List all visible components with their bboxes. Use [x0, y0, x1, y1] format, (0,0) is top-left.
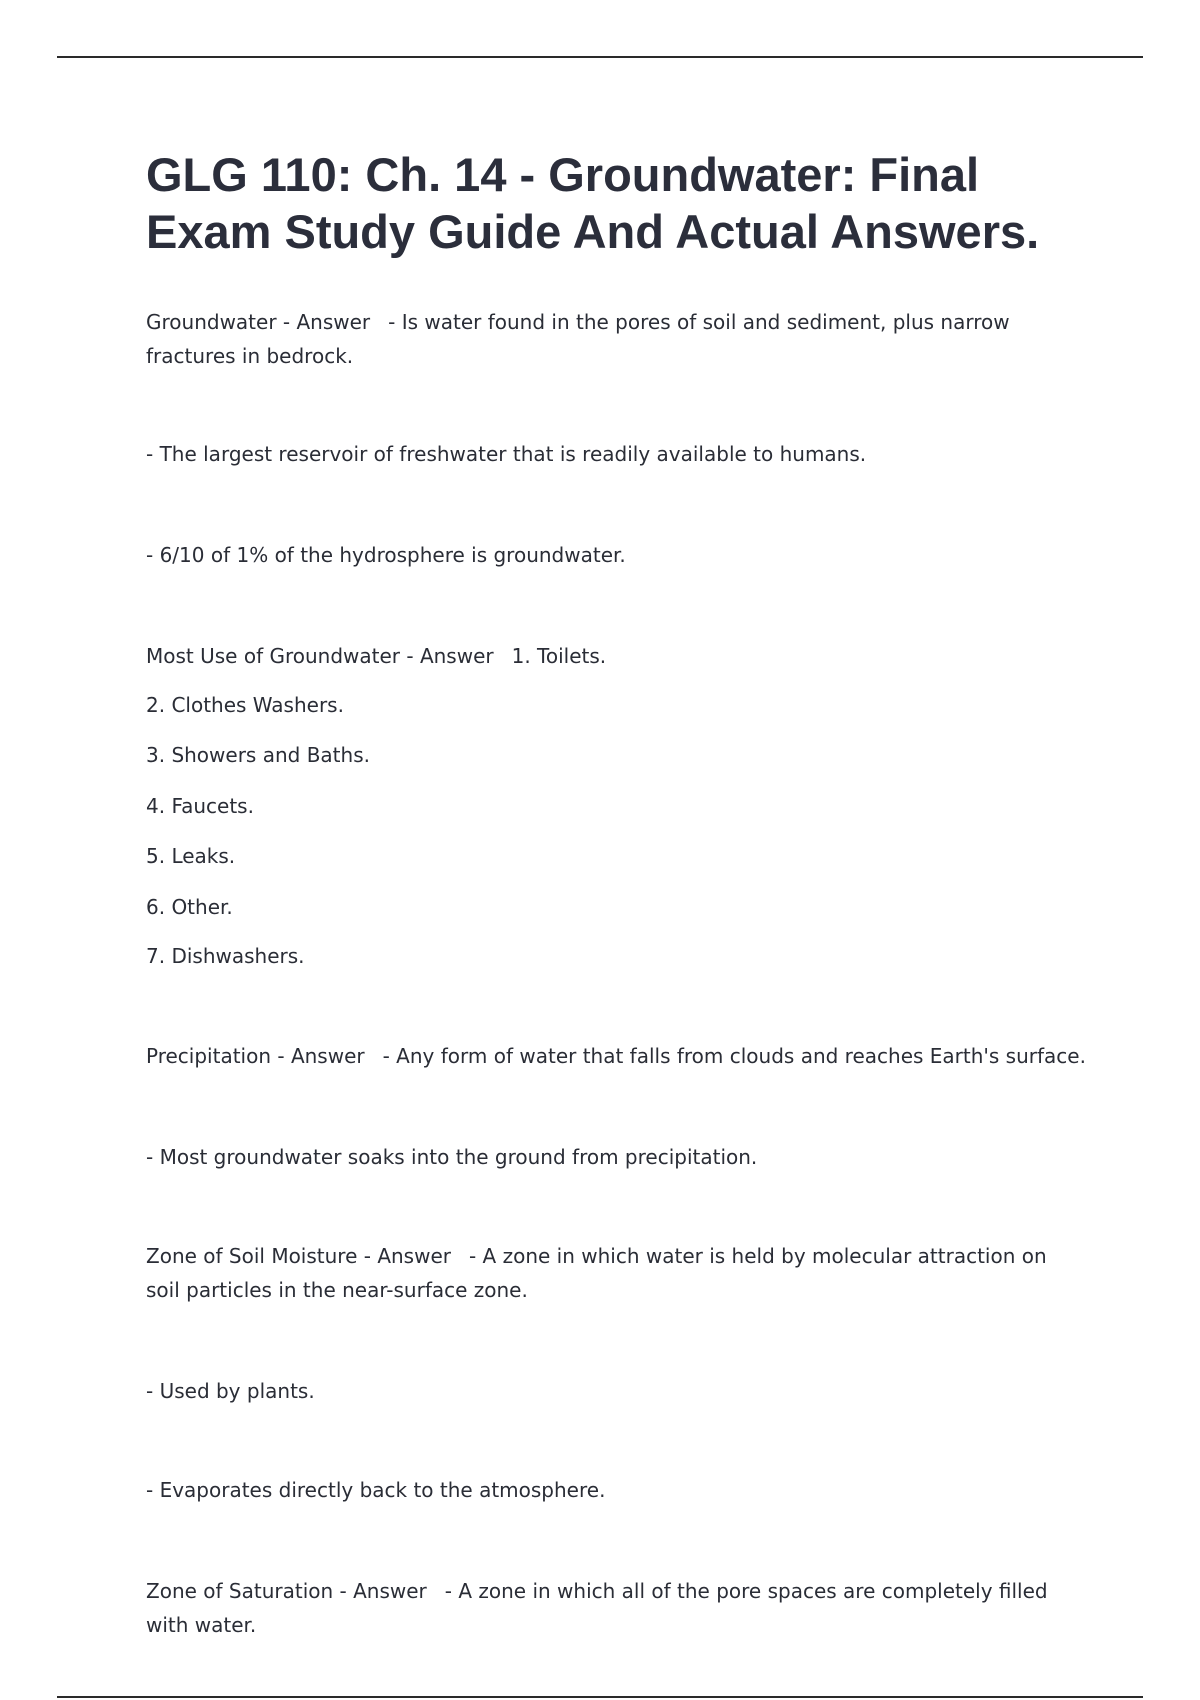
entry-text: - The largest reservoir of freshwater that is readily available to humans.: [146, 442, 867, 466]
entry-groundwater: [146, 305, 1086, 373]
entry-largest-reservoir: [146, 437, 1086, 471]
entry-text: 7. Dishwashers.: [146, 944, 305, 968]
entry-text: - 6/10 of 1% of the hydrosphere is groundwater.: [146, 543, 626, 567]
entry-text: - Used by plants.: [146, 1379, 315, 1403]
list-item: [146, 839, 1086, 873]
entry-text: 3. Showers and Baths.: [146, 743, 370, 767]
entry-text: 1. Toilets.: [511, 644, 607, 668]
entry-used-by-plants: [146, 1374, 1086, 1408]
list-item: [146, 789, 1086, 823]
entry-text: 2. Clothes Washers.: [146, 693, 344, 717]
entry-evaporates: [146, 1473, 1086, 1507]
list-item: [146, 890, 1086, 924]
entry-term: Zone of Soil Moisture - Answer: [146, 1244, 451, 1268]
entry-term: Precipitation - Answer: [146, 1044, 365, 1068]
list-item: [146, 738, 1086, 772]
entry-text: 4. Faucets.: [146, 794, 254, 818]
header-rule: [57, 56, 1143, 58]
entry-text: - A zone in which all of the pore spaces are completely filled with water.: [146, 1579, 1048, 1637]
footer-rule: [57, 1696, 1143, 1698]
entry-text: - Is water found in the pores of soil and sediment, plus narrow fractures in bedrock.: [146, 310, 1010, 368]
entry-term: Groundwater - Answer: [146, 310, 371, 334]
entry-text: 5. Leaks.: [146, 844, 236, 868]
list-item: [146, 688, 1086, 722]
entry-text: - Evaporates directly back to the atmosphere.: [146, 1478, 606, 1502]
entry-most-use: [146, 639, 1086, 673]
entry-groundwater-source: [146, 1140, 1086, 1174]
entry-hydrosphere-fraction: [146, 538, 1086, 572]
entry-term: Most Use of Groundwater - Answer: [146, 644, 494, 668]
entry-zone-saturation: [146, 1574, 1086, 1642]
document-title: GLG 110: Ch. 14 - Groundwater: Final Exam Study Guide And Actual Answers.: [146, 148, 1040, 258]
entry-text: - Any form of water that falls from clouds and reaches Earth's surface.: [382, 1044, 1086, 1068]
entry-text: - A zone in which water is held by molecular attraction on soil particles in the near-surface zone.: [146, 1244, 1047, 1302]
list-item: [146, 939, 1086, 973]
entry-text: - Most groundwater soaks into the ground from precipitation.: [146, 1145, 758, 1169]
entry-term: Zone of Saturation - Answer: [146, 1579, 427, 1603]
entry-text: 6. Other.: [146, 895, 233, 919]
entry-precipitation: [146, 1039, 1086, 1073]
entry-zone-soil-moisture: [146, 1239, 1086, 1307]
